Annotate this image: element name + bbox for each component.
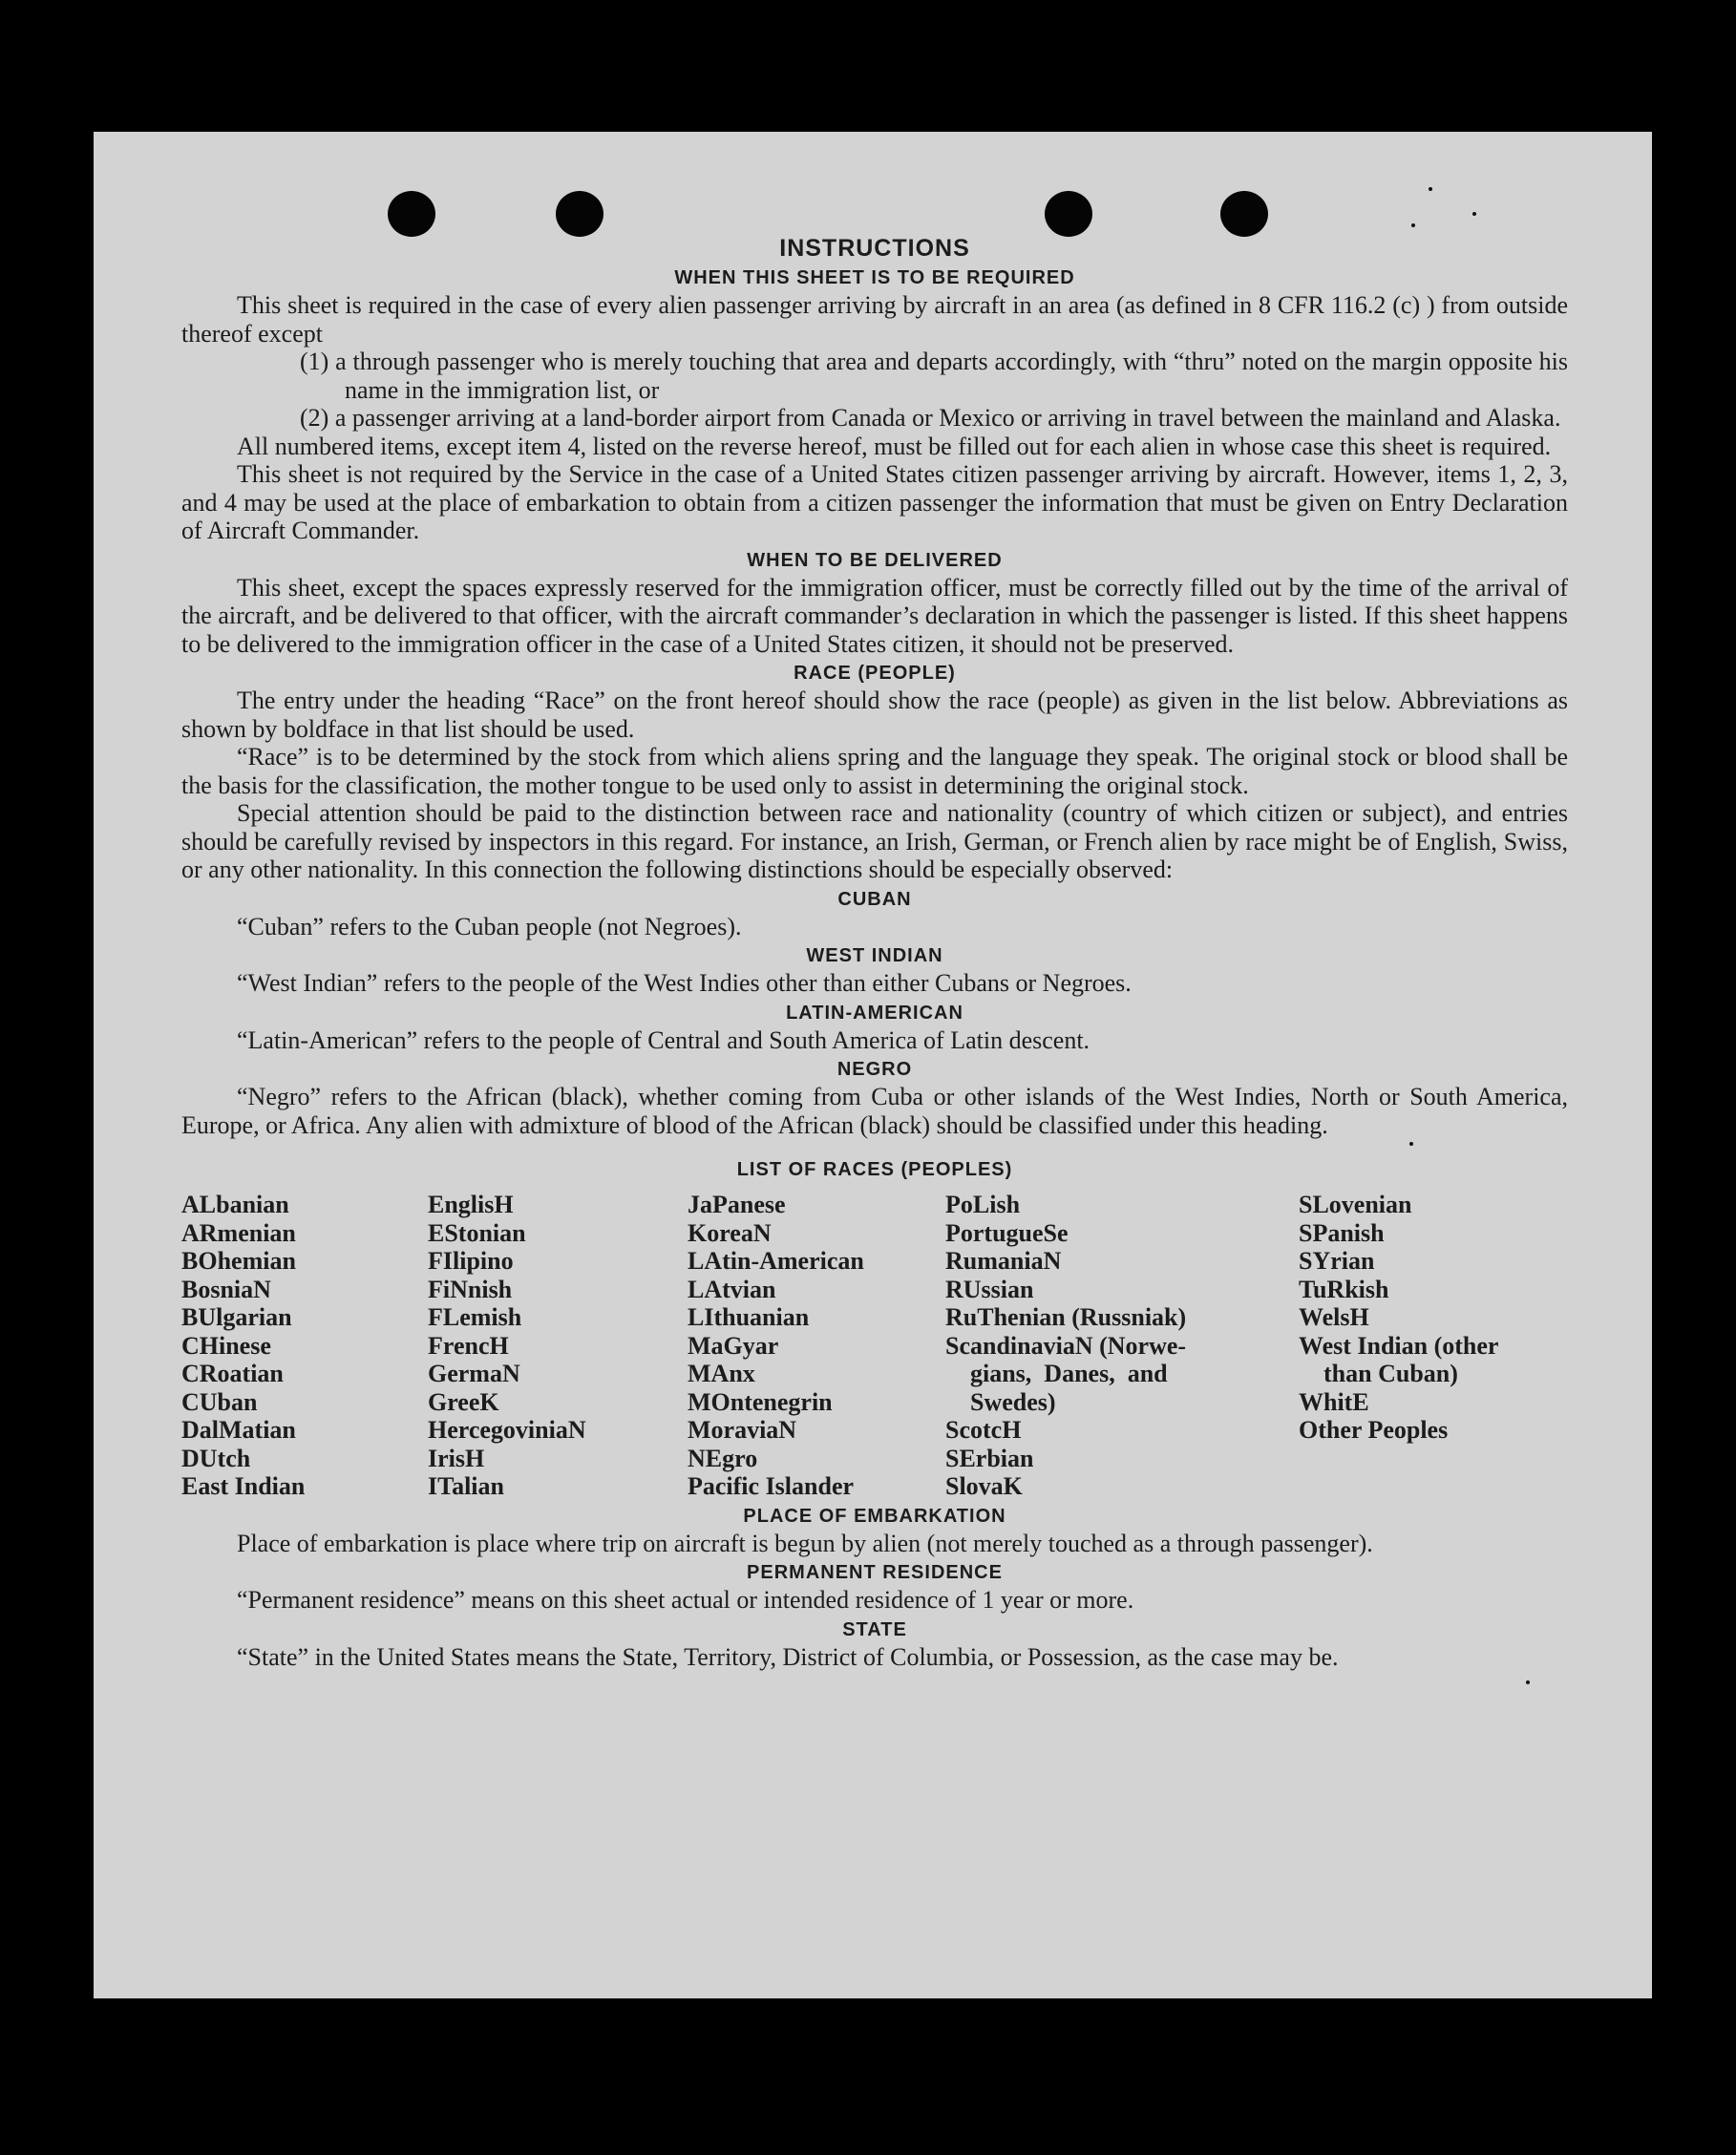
race-entry: BosniaN <box>181 1275 271 1303</box>
race-entry: MaGyar <box>688 1331 779 1360</box>
instructions-content <box>181 227 1568 1671</box>
race-entry: FLemish <box>428 1303 522 1331</box>
race-entry: GermaN <box>428 1360 520 1387</box>
when-required-item-1: (1) a through passenger who is merely touching that area and departs accordingly, with “thru” noted on the margin opposite his name in the immigration list, or <box>300 348 1568 404</box>
latin-american-text: “Latin-American” refers to the people of Central and South America of Latin descent. <box>237 1025 1090 1054</box>
race-entry: LAtvian <box>688 1275 776 1303</box>
state-text: “State” in the United States means the State, Territory, District of Columbia, or Possession, as the case may be. <box>237 1642 1339 1671</box>
race-entry: CRoatian <box>181 1360 284 1387</box>
heading-when-delivered: WHEN TO BE DELIVERED <box>747 549 1003 571</box>
race-entry: JaPanese <box>688 1191 786 1218</box>
race-entry: ARmenian <box>181 1218 296 1247</box>
race-entry: DalMatian <box>181 1416 296 1444</box>
negro-text: “Negro” refers to the African (black), whether coming from Cuba or other islands of the West Indies, North or South America, Europe, or Africa. Any alien with admixture of blood of the African (black) should be classified under this heading. <box>181 1083 1568 1139</box>
race-entry: CUban <box>181 1387 258 1416</box>
race-entry: FIlipino <box>428 1247 514 1275</box>
race-entry: MAnx <box>688 1360 755 1387</box>
when-required-intro: This sheet is required in the case of every alien passenger arriving by aircraft in an area (as defined in 8 CFR 116.2 (c) ) from outside thereof except <box>181 291 1568 348</box>
speck <box>1472 212 1476 216</box>
race-entry: PoLish <box>945 1191 1021 1218</box>
heading-races-list: LIST OF RACES (PEOPLES) <box>736 1159 1013 1180</box>
race-entry: DUtch <box>181 1444 251 1472</box>
race-entry: RuThenian (Russniak) <box>945 1303 1187 1331</box>
race-entry: CHinese <box>181 1331 271 1360</box>
heading-cuban: CUBAN <box>837 888 912 910</box>
race-para-1: The entry under the heading “Race” on the front hereof should show the race (people) as given in the list below. Abbreviations as shown by boldface in that list should be used. <box>181 687 1568 743</box>
race-entry: ScotcH <box>945 1416 1022 1444</box>
races-column <box>181 1191 428 1501</box>
heading-race: RACE (PEOPLE) <box>794 663 956 684</box>
race-entry: WhitE <box>1299 1387 1369 1416</box>
races-column <box>688 1191 945 1501</box>
heading-embarkation: PLACE OF EMBARKATION <box>743 1505 1006 1527</box>
when-required-item-2: (2) a passenger arriving at a land-border airport from Canada or Mexico or arriving in travel between the mainland and Alaska. <box>300 404 1561 432</box>
race-entry: ITalian <box>428 1472 504 1500</box>
race-entry: than Cuban) <box>1299 1360 1458 1387</box>
permanent-residence-text: “Permanent residence” means on this sheet actual or intended residence of 1 year or more. <box>237 1586 1134 1614</box>
embarkation-text: Place of embarkation is place where trip on aircraft is begun by alien (not merely touched as a through passenger). <box>237 1529 1373 1557</box>
race-para-2: “Race” is to be determined by the stock from which aliens spring and the language they speak. The original stock or blood shall be the basis for the classification, the mother tongue to be used only to assist in determining the original stock. <box>181 743 1568 799</box>
race-entry: WelsH <box>1299 1303 1369 1331</box>
heading-west-indian: WEST INDIAN <box>806 945 943 966</box>
race-entry: Other Peoples <box>1299 1416 1449 1444</box>
heading-permanent-residence: PERMANENT RESIDENCE <box>747 1562 1003 1583</box>
race-entry: FrencH <box>428 1331 509 1360</box>
race-entry: LIthuanian <box>688 1303 810 1331</box>
when-required-para-3: This sheet is not required by the Service in the case of a United States citizen passenger arriving by aircraft. However, items 1, 2, 3, and 4 may be used at the place of embarkation to obtain from a citizen passenger the information that must be given on Entry Declaration of Aircraft Commander. <box>181 460 1568 544</box>
heading-state: STATE <box>842 1618 907 1640</box>
when-delivered-text: This sheet, except the spaces expressly reserved for the immigration officer, must be correctly filled out by the time of the arrival of the aircraft, and be delivered to that officer, with the aircraft commander’s declaration in which the passenger is listed. If this sheet happens to be delivered to the immigration officer in the case of a United States citizen, it should not be preserved. <box>181 573 1568 658</box>
speck <box>1526 1680 1530 1684</box>
race-entry: ScandinaviaN (Norwe- <box>945 1331 1187 1360</box>
speck <box>1429 187 1432 191</box>
west-indian-text: “West Indian” refers to the people of the West Indies other than either Cubans or Negroes. <box>237 969 1132 997</box>
races-list <box>181 1191 1568 1501</box>
race-entry: ALbanian <box>181 1191 289 1218</box>
race-entry: EnglisH <box>428 1191 514 1218</box>
race-entry: MoraviaN <box>688 1416 797 1444</box>
race-entry: Pacific Islander <box>688 1472 855 1500</box>
heading-when-required: WHEN THIS SHEET IS TO BE REQUIRED <box>674 267 1075 288</box>
race-entry: PortugueSe <box>945 1218 1069 1247</box>
race-para-3: Special attention should be paid to the distinction between race and nationality (country of which citizen or subject), and entries should be carefully revised by inspectors in this regard. For instance, an Irish, German, or French alien by race might be of English, Swiss, or any other nationality. In this connection the following distinctions should be especially observed: <box>181 799 1568 883</box>
race-entry: KoreaN <box>688 1218 772 1247</box>
race-entry: East Indian <box>181 1472 306 1500</box>
races-column <box>428 1191 688 1501</box>
race-entry: NEgro <box>688 1444 758 1472</box>
race-entry: SLovenian <box>1299 1191 1412 1218</box>
races-column <box>945 1191 1299 1501</box>
race-entry: gians, Danes, and <box>945 1360 1168 1387</box>
race-entry: SYrian <box>1299 1247 1375 1275</box>
race-entry: TuRkish <box>1299 1275 1389 1303</box>
when-required-para-2: All numbered items, except item 4, listed on the reverse hereof, must be filled out for each alien in whose case this sheet is required. <box>237 432 1552 460</box>
race-entry: West Indian (other <box>1299 1331 1499 1360</box>
race-entry: MOntenegrin <box>688 1387 833 1416</box>
race-entry: RumaniaN <box>945 1247 1062 1275</box>
race-entry: BOhemian <box>181 1247 296 1275</box>
race-entry: HercegoviniaN <box>428 1416 586 1444</box>
race-entry: FiNnish <box>428 1275 513 1303</box>
race-entry: SErbian <box>945 1444 1034 1472</box>
race-entry: LAtin-American <box>688 1247 864 1275</box>
race-entry: BUlgarian <box>181 1303 292 1331</box>
race-entry: EStonian <box>428 1218 526 1247</box>
heading-latin-american: LATIN-AMERICAN <box>786 1002 963 1024</box>
race-entry: RUssian <box>945 1275 1034 1303</box>
race-entry: SPanish <box>1299 1218 1385 1247</box>
heading-negro: NEGRO <box>836 1059 913 1080</box>
race-entry: GreeK <box>428 1387 499 1416</box>
race-entry: Swedes) <box>945 1387 1056 1416</box>
cuban-text: “Cuban” refers to the Cuban people (not Negroes). <box>237 912 742 940</box>
races-column <box>1299 1191 1568 1501</box>
race-entry: SlovaK <box>945 1472 1023 1500</box>
document-sheet <box>94 132 1652 1998</box>
page-title: INSTRUCTIONS <box>779 235 970 262</box>
race-entry: IrisH <box>428 1444 485 1472</box>
